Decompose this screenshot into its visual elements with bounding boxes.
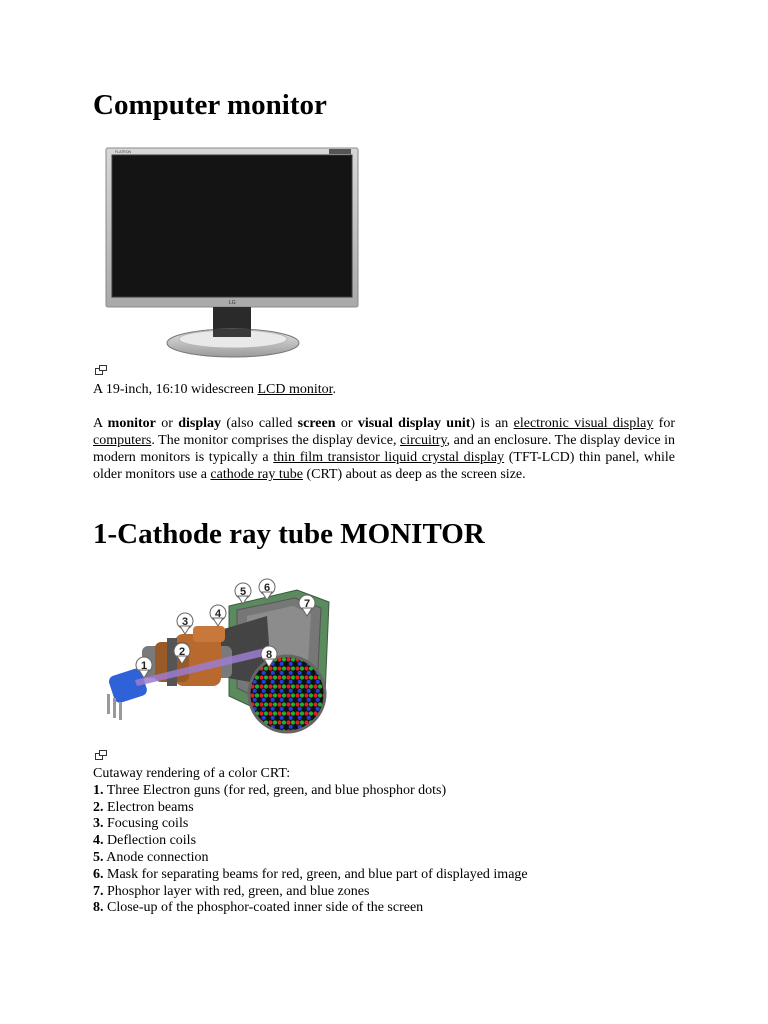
marker-5 [235, 583, 251, 604]
list-item: 7. Phosphor layer with red, green, and blue zones [93, 883, 370, 899]
tft-lcd-link[interactable]: thin film transistor liquid crystal display [273, 450, 505, 465]
marker-3 [177, 613, 193, 634]
svg-text:5: 5 [239, 586, 247, 598]
list-item: 3. Focusing coils [93, 816, 189, 832]
caption-end: . [332, 382, 337, 397]
list-item: 2. Electron beams [93, 799, 194, 815]
term-visual-display-unit: visual display unit [357, 416, 471, 431]
list-item: 1. Three Electron guns (for red, green, and blue phosphor dots) [93, 782, 447, 798]
svg-text:1: 1 [140, 660, 148, 672]
crt-cutaway-image [97, 576, 333, 746]
list-item: 8. Close-up of the phosphor-coated inner side of the screen [93, 900, 424, 916]
term-monitor: monitor [107, 416, 156, 431]
svg-text:2: 2 [178, 646, 186, 658]
monitor-image-caption [93, 381, 675, 398]
list-item: 6. Mask for separating beams for red, green, and blue part of displayed image [93, 866, 528, 882]
marker-4 [210, 605, 226, 626]
monitor-brand-text: FLATRON [115, 150, 132, 154]
term-screen: screen [297, 416, 336, 431]
svg-text:6: 6 [263, 582, 271, 594]
enlarge-icon[interactable] [95, 365, 107, 375]
svg-text:3: 3 [181, 616, 189, 628]
monitor-logo-text: LG [229, 300, 236, 306]
intro-paragraph: A monitor or display (also called screen or visual display unit) is an electronic visual display for computers. The monitor comprises the display device, circuitry, and an enclosure. The display device in modern monitors is typically a thin film transistor liquid crystal display (TFT-LCD) thin panel, while older monitors use a cathode ray tube (CRT) about as deep as the screen size. [93, 416, 676, 482]
svg-text:8: 8 [265, 649, 273, 661]
circuitry-link[interactable]: circuitry [400, 433, 447, 448]
term-display: display [178, 416, 222, 431]
cathode-ray-tube-link[interactable]: cathode ray tube [210, 467, 303, 482]
lcd-monitor-image [105, 147, 361, 363]
enlarge-icon[interactable] [95, 750, 107, 760]
section-heading-crt: 1-Cathode ray tube MONITOR [93, 518, 485, 550]
crt-parts-list [93, 766, 675, 917]
svg-text:7: 7 [303, 598, 311, 610]
electronic-visual-display-link[interactable]: electronic visual display [513, 416, 654, 431]
lcd-monitor-link[interactable]: LCD monitor [257, 382, 333, 397]
svg-text:4: 4 [214, 608, 222, 620]
computers-link[interactable]: computers [93, 433, 152, 448]
list-item: 4. Deflection coils [93, 833, 197, 849]
crt-caption: Cutaway rendering of a color CRT: [93, 766, 291, 781]
page-title: Computer monitor [93, 89, 327, 121]
caption-text: A 19-inch, 16:10 widescreen [93, 382, 258, 397]
list-item: 5. Anode connection [93, 849, 209, 865]
